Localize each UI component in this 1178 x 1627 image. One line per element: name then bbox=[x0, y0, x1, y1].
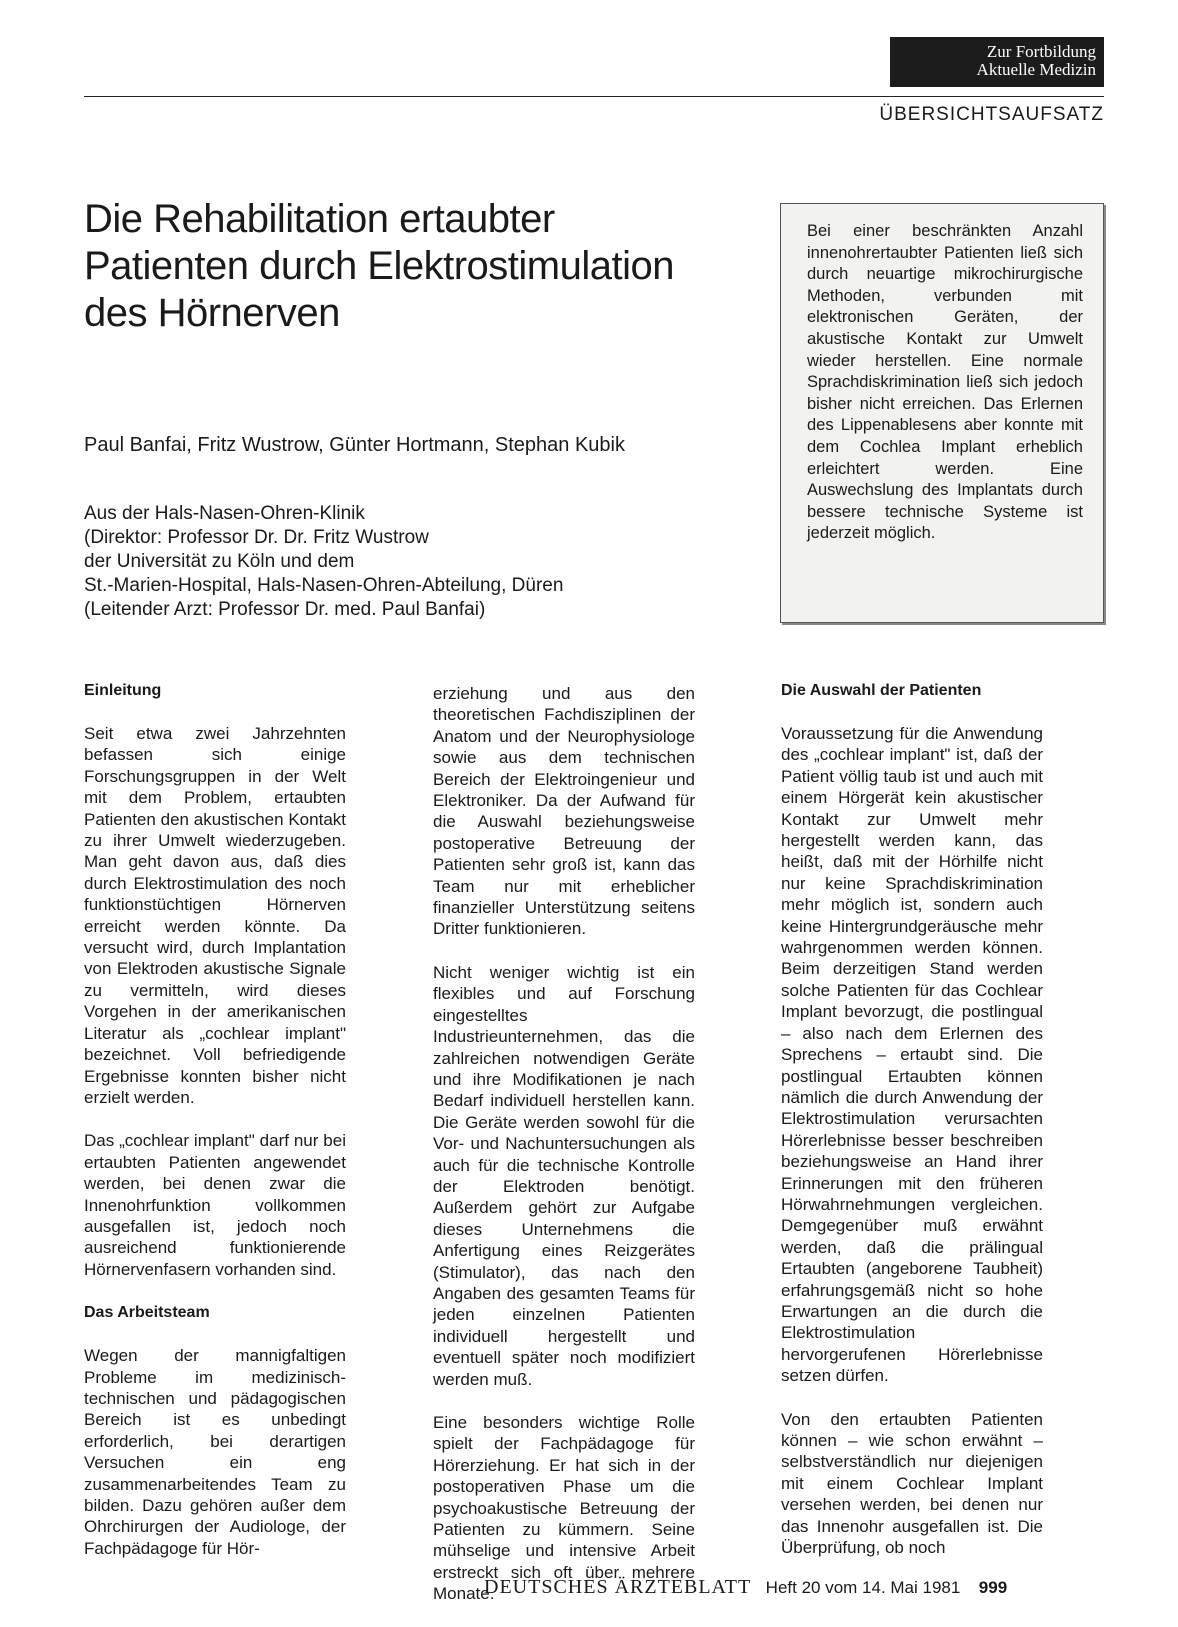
body-paragraph: erziehung und aus den theoretischen Fachdisziplinen der Anatom und der Neurophysiologe sowie aus dem technischen Bereich der Elektroingenieur und Elektroniker. Da der Aufwand für die Auswahl beziehungsweise postoperative Betreuung der Patienten sehr groß ist, kann das Team nur mit erheblicher finanzieller Unterstützung seitens Dritter funktionieren. bbox=[433, 684, 695, 939]
body-paragraph: Nicht weniger wichtig ist ein flexibles und auf Forschung eingestelltes Industrieunternehmen, das die zahlreichen notwendigen Geräte und ihre Modifikationen je nach Bedarf individuell herstellen kann. Die Geräte werden sowohl für die Vor- und Nachuntersuchungen als auch für die technische Kontrolle der Elektroden benötigt. Außerdem gehört zur Aufgabe dieses Unternehmens die Anfertigung eines Reizgerätes (Stimulator), das nach den Angaben des gesamten Teams für jeden einzelnen Patienten individuell hergestellt und eventuell später noch modifiziert werden muß. bbox=[433, 962, 695, 1389]
affiliation-line: (Direktor: Professor Dr. Dr. Fritz Wustrow bbox=[84, 527, 429, 548]
section-heading-auswahl: Die Auswahl der Patienten bbox=[781, 682, 982, 699]
affiliation-line: St.-Marien-Hospital, Hals-Nasen-Ohren-Abteilung, Düren bbox=[84, 575, 564, 596]
section-label: ÜBERSICHTSAUFSATZ bbox=[879, 104, 1104, 125]
badge-line-2: Aktuelle Medizin bbox=[976, 60, 1096, 79]
section-heading-arbeitsteam: Das Arbeitsteam bbox=[84, 1304, 210, 1322]
affiliation-line: Aus der Hals-Nasen-Ohren-Klinik bbox=[84, 503, 365, 524]
body-paragraph: Das „cochlear implant" darf nur bei ertaubten Patienten angewendet werden, bei denen zwar die Innenohrfunktion vollkommen ausgefallen ist, jedoch noch ausreichend funktionierende Hörnervenfasern vorhanden sind. bbox=[84, 1131, 346, 1279]
body-paragraph: Seit etwa zwei Jahrzehnten befassen sich einige Forschungsgruppen in der Welt mit dem Problem, ertaubten Patienten den akustischen Kontakt zu ihrer Umwelt wiederzugeben. Man geht davon aus, daß dies durch Elektrostimulation des noch funktionstüchtigen Hörnerven erreicht werden könnte. Da versucht wird, durch Implantation von Elektroden akustische Signale zu vermitteln, wird dieses Vorgehen in der amerikanischen Literatur als „cochlear implant" bezeichnet. Voll befriedigende Ergebnisse konnten bisher nicht erzielt werden. bbox=[84, 724, 346, 1107]
summary-text: Bei einer beschränkten Anzahl innenohrertaubter Patienten ließ sich durch neuartige mikrochirurgische Methoden, verbunden mit elektronischen Geräten, der akustische Kontakt zur Umwelt wieder herstellen. Eine normale Sprachdiskrimination ließ sich jedoch bisher nicht erreichen. Das Erlernen des Lippenablesens aber konnte mit dem Cochlea Implant erheblich erleichtert werden. Eine Auswechslung des Implantats durch bessere technische Systeme ist jederzeit möglich. bbox=[807, 222, 1083, 543]
affiliation-line: (Leitender Arzt: Professor Dr. med. Paul Banfai) bbox=[84, 599, 486, 620]
page-footer bbox=[484, 1576, 1104, 1599]
issue-info: Heft 20 vom 14. Mai 1981 bbox=[765, 1578, 961, 1597]
section-badge bbox=[890, 37, 1104, 87]
journal-name: DEUTSCHES ÄRZTEBLATT bbox=[484, 1576, 752, 1598]
text-column-3 bbox=[781, 680, 1043, 1580]
section-heading-einleitung: Einleitung bbox=[84, 682, 162, 699]
badge-line-1: Zur Fortbildung bbox=[986, 42, 1096, 61]
article-title: Die Rehabilitation ertaubter Patienten durch Elektrostimulation des Hörnerven bbox=[84, 197, 674, 335]
summary-box bbox=[780, 203, 1104, 623]
page-number: 999 bbox=[978, 1578, 1008, 1597]
body-paragraph: Voraussetzung für die Anwendung des „cochlear implant" ist, daß der Patient völlig taub ist und auch mit einem Hörgerät kein akustischer Kontakt zur Umwelt mehr hergestellt werden kann, das heißt, daß mit der Hörhilfe nicht nur keine Sprachdiskrimination mehr möglich ist, sondern auch keine Hintergrundgeräusche mehr wahrgenommen werden können. Beim derzeitigen Stand werden solche Patienten für das Cochlear Implant bevorzugt, die postlingual – also nach dem Erlernen des Sprechens – ertaubt sind. Die postlingual Ertaubten können nämlich die durch Anwendung der Elektrostimulation verursachten Hörerlebnisse besser beschreiben beziehungsweise an Hand ihrer Erinnerungen mit den früheren Hörwahrnehmungen vergleichen. Demgegenüber muß erwähnt werden, daß die prälingual Ertaubten (angeborene Taubheit) erfahrungsgemäß nicht so hohe Erwartungen an die durch die Elektrostimulation hervorgerufenen Hörerlebnisse setzen dürfen. bbox=[781, 724, 1043, 1386]
body-paragraph: Eine besonders wichtige Rolle spielt der Fachpädagoge für Hörerziehung. Er hat sich in der postoperativen Phase um die psychoakustische Betreuung der Patienten zu kümmern. Seine mühselige und intensive Arbeit erstreckt sich oft über mehrere Monate. bbox=[433, 1413, 695, 1604]
text-column-1 bbox=[84, 680, 346, 1581]
article-affiliation bbox=[84, 502, 563, 622]
article-authors: Paul Banfai, Fritz Wustrow, Günter Hortmann, Stephan Kubik bbox=[84, 434, 625, 456]
header-divider bbox=[84, 96, 1104, 97]
affiliation-line: der Universität zu Köln und dem bbox=[84, 551, 355, 572]
body-paragraph: Von den ertaubten Patienten können – wie schon erwähnt – selbstverständlich nur diejenigen mit einem Cochlear Implant versehen werden, bei denen nur das Innenohr ausgefallen ist. Die Überprüfung, ob noch bbox=[781, 1409, 1043, 1558]
text-column-2 bbox=[433, 683, 695, 1627]
body-paragraph: Wegen der mannigfaltigen Probleme im medizinisch-technischen und pädagogischen Bereich ist es unbedingt erforderlich, bei derartigen Versuchen ein eng zusammenarbeitendes Team zu bilden. Dazu gehören außer dem Ohrchirurgen der Audiologe, der Fachpädagoge für Hör- bbox=[84, 1346, 346, 1558]
